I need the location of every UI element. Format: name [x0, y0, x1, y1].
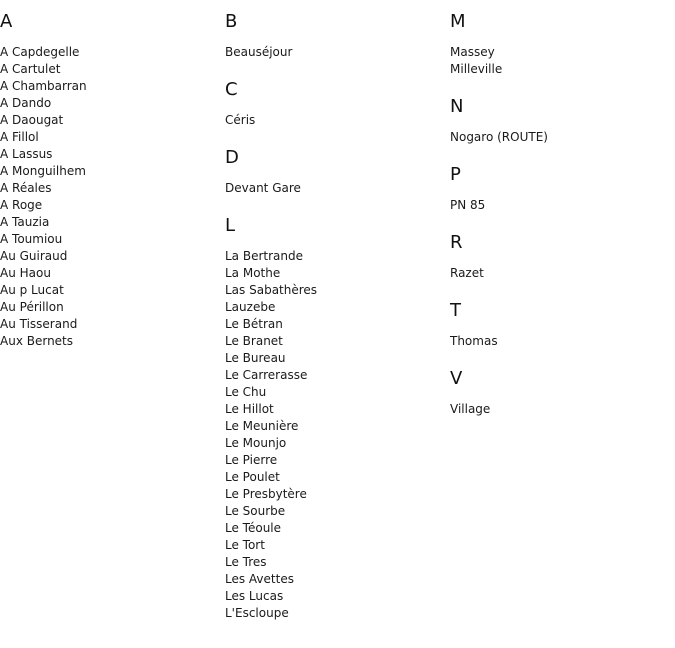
street-link[interactable]: La Mothe	[225, 266, 281, 280]
street-link[interactable]: Le Presbytère	[225, 487, 307, 501]
street-link[interactable]: Le Hillot	[225, 402, 274, 416]
street-link[interactable]: Au Tisserand	[0, 317, 78, 331]
street-link[interactable]: Thomas	[450, 334, 498, 348]
letter-heading: D	[225, 147, 239, 168]
street-list	[0, 44, 220, 350]
street-list	[225, 248, 445, 622]
letter-group	[450, 10, 670, 78]
street-list	[225, 112, 445, 129]
street-link[interactable]: Le Bureau	[225, 351, 286, 365]
street-list	[450, 265, 670, 282]
street-link[interactable]: Le Carrerasse	[225, 368, 308, 382]
street-link[interactable]: Au Haou	[0, 266, 51, 280]
letter-group	[450, 95, 670, 146]
letter-heading: N	[450, 96, 464, 117]
letter-group	[450, 163, 670, 214]
street-link[interactable]: A Tauzia	[0, 215, 50, 229]
letter-group	[450, 231, 670, 282]
index-column	[225, 10, 445, 639]
letter-group	[0, 10, 220, 350]
letter-heading: T	[450, 300, 461, 321]
street-list	[225, 180, 445, 197]
letter-group	[225, 10, 445, 61]
street-link[interactable]: Céris	[225, 113, 256, 127]
letter-heading: A	[0, 11, 13, 32]
street-list	[450, 401, 670, 418]
street-link[interactable]: Au p Lucat	[0, 283, 64, 297]
letter-group	[450, 299, 670, 350]
street-link[interactable]: Le Pierre	[225, 453, 278, 467]
street-link[interactable]: A Daougat	[0, 113, 64, 127]
street-link[interactable]: Milleville	[450, 62, 503, 76]
letter-heading: R	[450, 232, 463, 253]
street-link[interactable]: Beauséjour	[225, 45, 293, 59]
letter-heading: P	[450, 164, 461, 185]
street-link[interactable]: Le Meunière	[225, 419, 299, 433]
street-link[interactable]: Lauzebe	[225, 300, 276, 314]
street-link[interactable]: Les Avettes	[225, 572, 294, 586]
letter-group	[225, 146, 445, 197]
letter-group	[225, 78, 445, 129]
street-link[interactable]: Le Chu	[225, 385, 267, 399]
street-link[interactable]: A Roge	[0, 198, 43, 212]
letter-group	[225, 214, 445, 622]
street-link[interactable]: PN 85	[450, 198, 486, 212]
street-link[interactable]: Nogaro (ROUTE)	[450, 130, 548, 144]
street-link[interactable]: Le Tort	[225, 538, 265, 552]
street-link[interactable]: Le Bétran	[225, 317, 283, 331]
street-list	[450, 197, 670, 214]
street-link[interactable]: Le Tres	[225, 555, 267, 569]
street-link[interactable]: Aux Bernets	[0, 334, 74, 348]
street-link[interactable]: A Réales	[0, 181, 52, 195]
index-column	[0, 10, 220, 367]
street-link[interactable]: A Capdegelle	[0, 45, 80, 59]
street-list	[450, 129, 670, 146]
street-link[interactable]: Au Guiraud	[0, 249, 68, 263]
street-link[interactable]: A Lassus	[0, 147, 53, 161]
letter-heading: B	[225, 11, 238, 32]
street-link[interactable]: Le Poulet	[225, 470, 280, 484]
street-link[interactable]: La Bertrande	[225, 249, 303, 263]
letter-heading: M	[450, 11, 466, 32]
street-link[interactable]: A Cartulet	[0, 62, 61, 76]
street-link[interactable]: Le Téoule	[225, 521, 282, 535]
street-link[interactable]: Massey	[450, 45, 495, 59]
street-link[interactable]: Village	[450, 402, 491, 416]
street-link[interactable]: Devant Gare	[225, 181, 301, 195]
street-link[interactable]: A Fillol	[0, 130, 39, 144]
street-link[interactable]: A Monguilhem	[0, 164, 86, 178]
letter-heading: C	[225, 79, 238, 100]
street-link[interactable]: Razet	[450, 266, 484, 280]
street-link[interactable]: Les Lucas	[225, 589, 284, 603]
street-link[interactable]: Le Mounjo	[225, 436, 287, 450]
street-link[interactable]: Au Périllon	[0, 300, 64, 314]
letter-heading: L	[225, 215, 236, 236]
letter-heading: V	[450, 368, 463, 389]
street-link[interactable]: A Toumiou	[0, 232, 63, 246]
street-link[interactable]: A Dando	[0, 96, 52, 110]
street-list	[450, 44, 670, 78]
street-link[interactable]: Las Sabathères	[225, 283, 318, 297]
street-list	[450, 333, 670, 350]
street-link[interactable]: L'Escloupe	[225, 606, 289, 620]
index-column	[450, 10, 670, 435]
letter-group	[450, 367, 670, 418]
street-link[interactable]: A Chambarran	[0, 79, 87, 93]
street-list	[225, 44, 445, 61]
street-link[interactable]: Le Sourbe	[225, 504, 286, 518]
street-link[interactable]: Le Branet	[225, 334, 283, 348]
